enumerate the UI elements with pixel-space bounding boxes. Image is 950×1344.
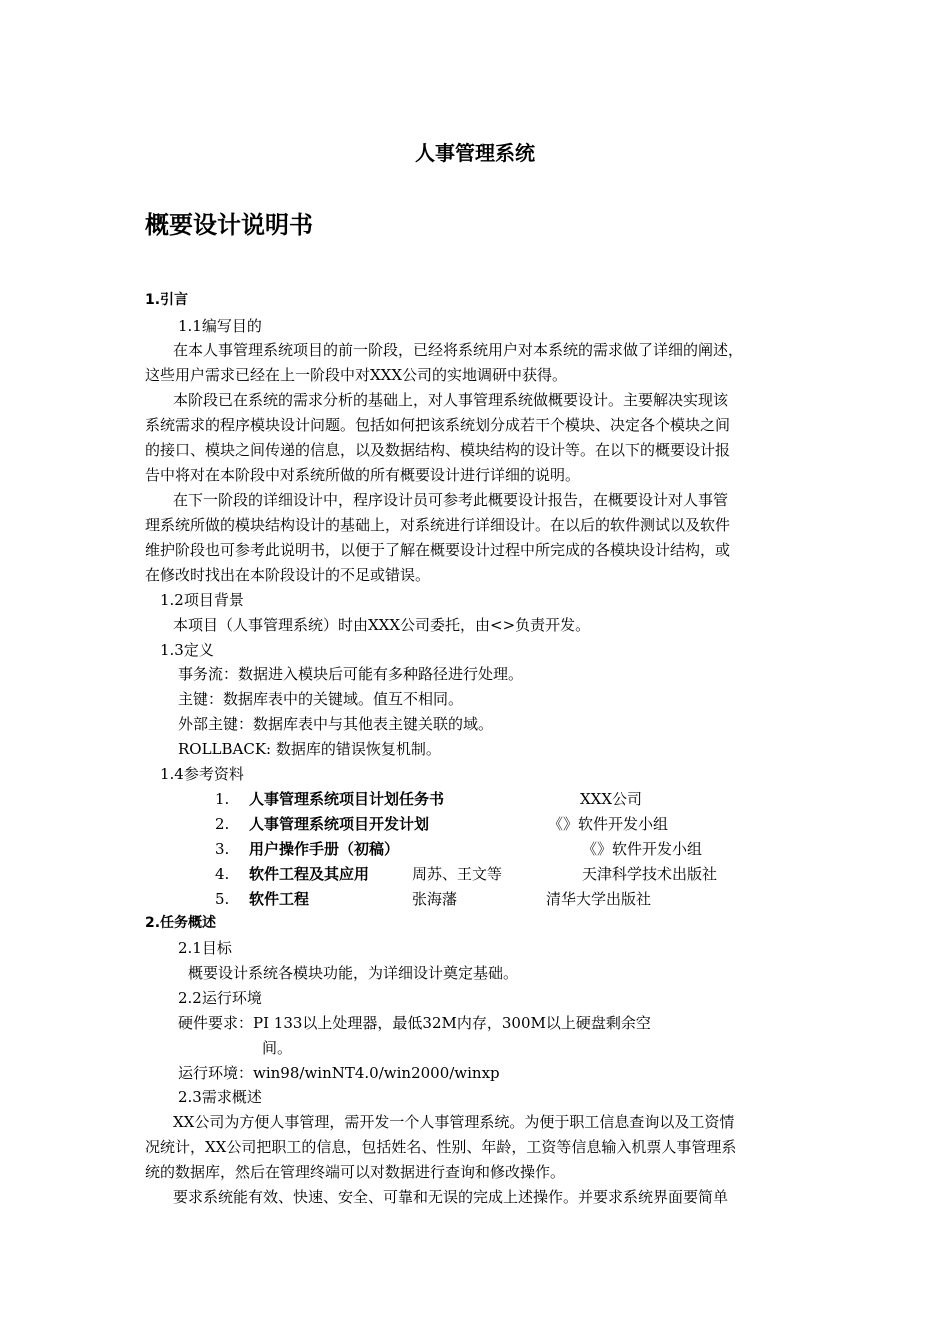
section-heading-task-overview: 2.任务概述 [145, 915, 217, 931]
paragraph-line: 概要设计系统各模块功能，为详细设计奠定基础。 [188, 964, 519, 982]
reference-title: 用户操作手册（初稿） [249, 840, 400, 858]
reference-publisher: 《》软件开发小组 [582, 840, 703, 858]
reference-title: 软件工程 [249, 890, 310, 908]
paragraph-line: 要求系统能有效、快速、安全、可靠和无误的完成上述操作。并要求系统界面要简单 [173, 1188, 729, 1206]
definition-item: 外部主键：数据库表中与其他表主键关联的域。 [178, 715, 494, 733]
subsection-heading-purpose: 1.1编写目的 [178, 317, 262, 335]
paragraph-line: 在下一阶段的详细设计中，程序设计员可参考此概要设计报告，在概要设计对人事管 [173, 491, 729, 509]
paragraph-line: 统的数据库，然后在管理终端可以对数据进行查询和修改操作。 [145, 1163, 566, 1181]
reference-title: 人事管理系统项目计划任务书 [249, 790, 445, 808]
reference-title: 软件工程及其应用 [249, 865, 370, 883]
paragraph-line: 的接口、模块之间传递的信息，以及数据结构、模块结构的设计等。在以下的概要设计报 [145, 441, 731, 459]
reference-author: 张海藩 [412, 890, 458, 908]
paragraph-line: 维护阶段也可参考此说明书，以便于了解在概要设计过程中所完成的各模块设计结构，或 [145, 541, 731, 559]
reference-publisher: 《》软件开发小组 [548, 815, 669, 833]
section-heading-intro: 1.引言 [145, 292, 189, 308]
reference-publisher: XXX公司 [580, 790, 643, 808]
subsection-heading-requirements: 2.3需求概述 [178, 1088, 262, 1106]
paragraph-line: 系统需求的程序模块设计问题。包括如何把该系统划分成若干个模块、决定各个模块之间 [145, 416, 731, 434]
reference-number: 3. [215, 840, 230, 858]
paragraph-line: 况统计，XX公司把职工的信息，包括姓名、性别、年龄，工资等信息输入机票人事管理系 [145, 1138, 737, 1156]
definition-item: ROLLBACK: 数据库的错误恢复机制。 [178, 740, 441, 758]
reference-number: 5. [215, 890, 230, 908]
document-title: 人事管理系统 [415, 141, 535, 165]
reference-number: 1. [215, 790, 230, 808]
definition-item: 事务流：数据进入模块后可能有多种路径进行处理。 [178, 665, 524, 683]
subsection-heading-references: 1.4参考资料 [160, 765, 244, 783]
reference-publisher: 清华大学出版社 [546, 890, 652, 908]
paragraph-line: 在本人事管理系统项目的前一阶段，已经将系统用户对本系统的需求做了详细的阐述， [173, 341, 744, 359]
paragraph-line: 本项目（人事管理系统）时由XXX公司委托，由<>负责开发。 [173, 616, 591, 634]
definition-item: 主键：数据库表中的关键域。值互不相同。 [178, 690, 464, 708]
subsection-heading-definitions: 1.3定义 [160, 641, 214, 659]
document-subtitle: 概要设计说明书 [145, 211, 313, 239]
paragraph-line: 理系统所做的模块结构设计的基础上，对系统进行详细设计。在以后的软件测试以及软件 [145, 516, 731, 534]
reference-title: 人事管理系统项目开发计划 [249, 815, 430, 833]
paragraph-line: 本阶段已在系统的需求分析的基础上，对人事管理系统做概要设计。主要解决实现该 [173, 391, 729, 409]
subsection-heading-environment: 2.2运行环境 [178, 989, 262, 1007]
os-requirement: 运行环境：win98/winNT4.0/win2000/winxp [178, 1064, 500, 1082]
paragraph-line: 这些用户需求已经在上一阶段中对XXX公司的实地调研中获得。 [145, 366, 568, 384]
subsection-heading-goal: 2.1目标 [178, 939, 232, 957]
reference-number: 2. [215, 815, 230, 833]
subsection-heading-background: 1.2项目背景 [160, 591, 244, 609]
reference-publisher: 天津科学技术出版社 [582, 865, 718, 883]
reference-author: 周苏、王文等 [412, 865, 503, 883]
paragraph-line: 在修改时找出在本阶段设计的不足或错误。 [145, 566, 431, 584]
reference-number: 4. [215, 865, 230, 883]
hardware-requirement: 间。 [262, 1039, 293, 1057]
paragraph-line: 告中将对在本阶段中对系统所做的所有概要设计进行详细的说明。 [145, 466, 581, 484]
paragraph-line: XX公司为方便人事管理，需开发一个人事管理系统。为便于职工信息查询以及工资情 [173, 1113, 735, 1131]
hardware-requirement: 硬件要求：PI 133以上处理器，最低32M内存，300M以上硬盘剩余空 [178, 1014, 651, 1032]
